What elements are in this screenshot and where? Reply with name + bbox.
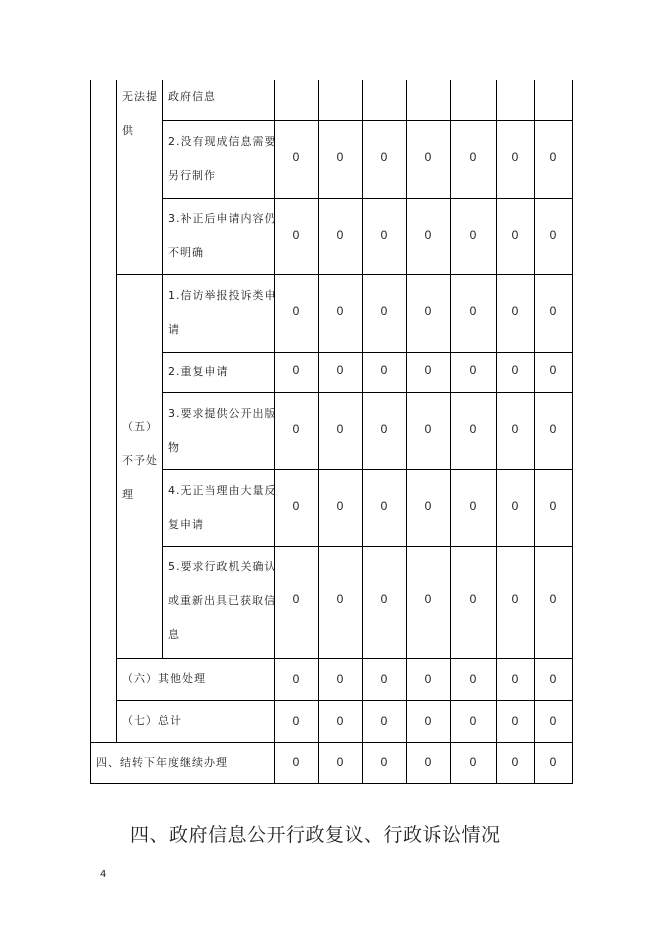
value-cell: 0	[336, 592, 344, 606]
value-cell: 0	[380, 304, 388, 318]
value-cell: 0	[424, 150, 432, 164]
value-cell: 0	[336, 499, 344, 513]
row-label: 3.补正后申请内容仍 不明确	[168, 212, 277, 259]
table-border	[162, 546, 573, 547]
table-border	[116, 80, 117, 742]
page-number: 4	[100, 869, 107, 880]
value-cell: 0	[469, 150, 477, 164]
value-cell: 0	[380, 150, 388, 164]
statistics-table	[90, 80, 573, 784]
value-cell: 0	[336, 363, 344, 377]
value-cell: 0	[511, 228, 519, 242]
table-border	[116, 274, 573, 275]
value-cell: 0	[549, 592, 557, 606]
value-cell: 0	[469, 592, 477, 606]
value-cell: 0	[469, 304, 477, 318]
value-cell: 0	[424, 228, 432, 242]
table-border	[572, 80, 573, 784]
value-cell: 0	[380, 672, 388, 686]
value-cell: 0	[292, 499, 300, 513]
value-cell: 0	[469, 714, 477, 728]
value-cell: 0	[336, 714, 344, 728]
value-cell: 0	[292, 363, 300, 377]
value-cell: 0	[380, 499, 388, 513]
table-border	[162, 469, 573, 470]
value-cell: 0	[292, 228, 300, 242]
value-cell: 0	[511, 592, 519, 606]
row-label: （六）其他处理	[122, 672, 206, 685]
value-cell: 0	[549, 499, 557, 513]
value-cell: 0	[511, 363, 519, 377]
row-label: 3.要求提供公开出版 物	[168, 407, 277, 454]
row-label: 2.没有现成信息需要 另行制作	[168, 135, 277, 182]
value-cell: 0	[511, 304, 519, 318]
value-cell: 0	[336, 672, 344, 686]
value-cell: 0	[380, 228, 388, 242]
section-heading: 四、政府信息公开行政复议、行政诉讼情况	[130, 824, 501, 846]
value-cell: 0	[549, 228, 557, 242]
row-label: 四、结转下年度继续办理	[96, 756, 228, 769]
row-label: 2.重复申请	[168, 365, 229, 378]
value-cell: 0	[469, 755, 477, 769]
value-cell: 0	[336, 422, 344, 436]
value-cell: 0	[549, 304, 557, 318]
row-label: 4.无正当理由大量反 复申请	[168, 484, 277, 531]
group-label-wufa: 无法提 供	[122, 90, 158, 137]
table-border	[162, 198, 573, 199]
value-cell: 0	[511, 755, 519, 769]
value-cell: 0	[424, 304, 432, 318]
value-cell: 0	[424, 422, 432, 436]
value-cell: 0	[292, 672, 300, 686]
value-cell: 0	[380, 714, 388, 728]
value-cell: 0	[336, 228, 344, 242]
row-label: （七）总计	[122, 714, 182, 727]
value-cell: 0	[469, 499, 477, 513]
value-cell: 0	[380, 363, 388, 377]
value-cell: 0	[336, 755, 344, 769]
value-cell: 0	[469, 363, 477, 377]
value-cell: 0	[380, 592, 388, 606]
table-border	[90, 783, 573, 784]
value-cell: 0	[292, 304, 300, 318]
value-cell: 0	[380, 755, 388, 769]
value-cell: 0	[511, 672, 519, 686]
table-border	[162, 80, 163, 658]
value-cell: 0	[380, 422, 388, 436]
value-cell: 0	[549, 363, 557, 377]
table-border	[90, 80, 91, 784]
value-cell: 0	[511, 499, 519, 513]
value-cell: 0	[292, 150, 300, 164]
row-label: 政府信息	[168, 90, 216, 103]
value-cell: 0	[511, 150, 519, 164]
value-cell: 0	[424, 714, 432, 728]
value-cell: 0	[424, 499, 432, 513]
table-border	[116, 700, 573, 701]
value-cell: 0	[549, 672, 557, 686]
value-cell: 0	[549, 755, 557, 769]
value-cell: 0	[292, 755, 300, 769]
value-cell: 0	[549, 714, 557, 728]
value-cell: 0	[511, 422, 519, 436]
table-border	[162, 392, 573, 393]
value-cell: 0	[424, 755, 432, 769]
value-cell: 0	[424, 672, 432, 686]
row-label: 1.信访举报投诉类申 请	[168, 289, 277, 336]
value-cell: 0	[424, 363, 432, 377]
value-cell: 0	[469, 422, 477, 436]
table-border	[162, 120, 573, 121]
value-cell: 0	[469, 228, 477, 242]
value-cell: 0	[549, 150, 557, 164]
value-cell: 0	[511, 714, 519, 728]
value-cell: 0	[424, 592, 432, 606]
value-cell: 0	[336, 304, 344, 318]
value-cell: 0	[549, 422, 557, 436]
value-cell: 0	[469, 672, 477, 686]
value-cell: 0	[292, 422, 300, 436]
group-label-buyu: （五） 不予处 理	[122, 420, 158, 501]
row-label: 5.要求行政机关确认 或重新出具已获取信 息	[168, 560, 277, 641]
value-cell: 0	[292, 592, 300, 606]
value-cell: 0	[292, 714, 300, 728]
value-cell: 0	[336, 150, 344, 164]
